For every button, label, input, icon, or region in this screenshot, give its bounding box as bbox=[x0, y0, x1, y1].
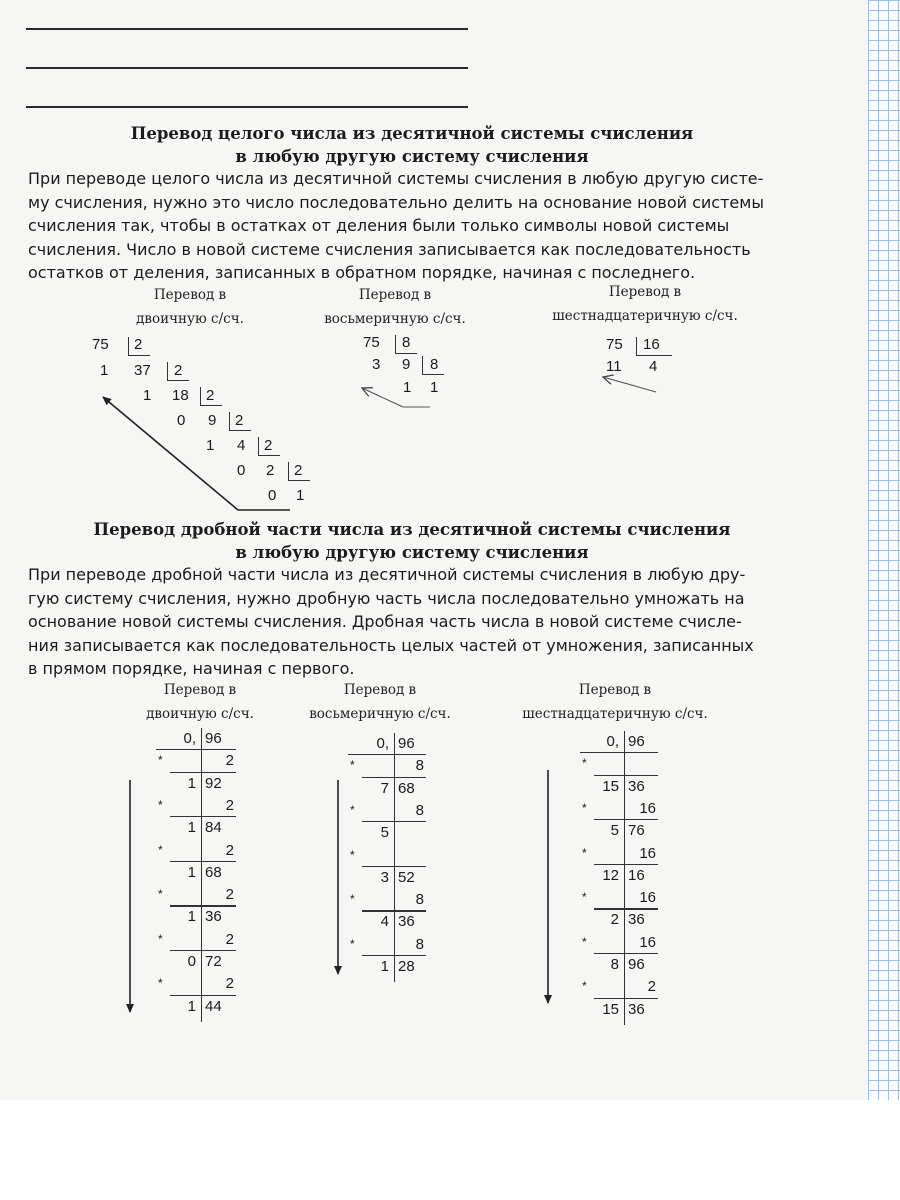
dividend: 9 bbox=[208, 412, 217, 429]
heading-line: в любую другую систему счисления bbox=[235, 543, 589, 562]
heading-line: Перевод дробной части числа из десятичной системы счисления bbox=[93, 520, 731, 539]
multiply-sign: * bbox=[350, 802, 355, 817]
multiply-sign: * bbox=[158, 753, 163, 768]
multiply-sign: * bbox=[350, 847, 355, 862]
paragraph-line: счисления так, чтобы в остатках от деления были только символы новой системы bbox=[28, 216, 730, 235]
fraction-part: 68 bbox=[398, 779, 415, 797]
paragraph-line: счисления. Число в новой системе счисления записывается как последовательность bbox=[28, 239, 751, 259]
fraction-part: 44 bbox=[205, 997, 222, 1015]
multiplier: 2 bbox=[225, 841, 234, 859]
binary-reverse-arrow bbox=[103, 397, 290, 510]
caption-line: восьмеричную с/сч. bbox=[324, 311, 466, 327]
fraction-part: 16 bbox=[628, 866, 645, 884]
multiplier: 2 bbox=[225, 975, 234, 993]
multiply-sign: * bbox=[582, 756, 587, 771]
fraction-part: 36 bbox=[398, 913, 415, 931]
integer-part: 0, bbox=[376, 735, 389, 752]
remainder: 0 bbox=[268, 487, 277, 504]
remainder: 1 bbox=[143, 387, 152, 404]
divisor: 8 bbox=[430, 356, 439, 373]
remainder: 1 bbox=[296, 487, 305, 504]
quotient: 1 bbox=[430, 379, 439, 396]
caption-line: Перевод в bbox=[578, 682, 652, 698]
fraction-part: 96 bbox=[628, 733, 645, 750]
remainder: 1 bbox=[403, 379, 412, 396]
integer-part: 1 bbox=[187, 774, 196, 792]
dividend: 18 bbox=[172, 387, 189, 404]
multiply-sign: * bbox=[350, 758, 355, 773]
fraction-part: 84 bbox=[205, 819, 222, 837]
dividend: 75 bbox=[363, 334, 380, 351]
paragraph-line: гую систему счисления, нужно дробную часть числа последовательно умножать на bbox=[28, 588, 745, 608]
fraction-part: 36 bbox=[628, 1000, 645, 1018]
multiply-sign: * bbox=[582, 890, 587, 905]
multiplier: 16 bbox=[639, 799, 656, 817]
quotient: 9 bbox=[402, 356, 411, 373]
fraction-part: 72 bbox=[205, 953, 222, 970]
multiplier: 16 bbox=[639, 933, 656, 951]
remainder: 3 bbox=[372, 356, 381, 373]
integer-part: 5 bbox=[380, 824, 389, 842]
hex-reverse-arrow bbox=[603, 377, 656, 392]
integer-part: 12 bbox=[602, 866, 619, 884]
dividend: 2 bbox=[266, 462, 275, 479]
fraction-part: 28 bbox=[398, 958, 415, 975]
integer-part: 1 bbox=[187, 863, 196, 881]
integer-part: 0, bbox=[606, 733, 619, 750]
integer-part: 0 bbox=[187, 953, 196, 970]
multiply-sign: * bbox=[582, 979, 587, 994]
multiplier: 8 bbox=[415, 801, 424, 819]
dividend: 75 bbox=[606, 336, 623, 353]
multiply-sign: * bbox=[158, 887, 163, 902]
integer-part: 1 bbox=[187, 819, 196, 837]
caption-line: шестнадцатеричную с/сч. bbox=[522, 706, 708, 722]
remainder: 1 bbox=[206, 437, 215, 454]
fraction-part: 96 bbox=[628, 956, 645, 973]
multiply-sign: * bbox=[350, 936, 355, 951]
caption-line: Перевод в bbox=[163, 682, 237, 698]
integer-part: 2 bbox=[610, 911, 619, 929]
integer-part: 15 bbox=[602, 1000, 619, 1018]
multiplier: 2 bbox=[647, 978, 656, 996]
dividend: 37 bbox=[134, 362, 151, 379]
caption-line: двоичную с/сч. bbox=[136, 311, 244, 327]
divisor: 2 bbox=[206, 387, 215, 404]
multiplier: 8 bbox=[415, 757, 424, 775]
multiply-sign: * bbox=[582, 845, 587, 860]
divisor: 8 bbox=[402, 334, 411, 351]
multiplier: 8 bbox=[415, 935, 424, 953]
multiplier: 8 bbox=[415, 891, 424, 909]
integer-part: 15 bbox=[602, 777, 619, 795]
multiplier: 16 bbox=[639, 844, 656, 862]
heading-line: Перевод целого числа из десятичной системы счисления bbox=[130, 124, 694, 143]
paragraph-line: в прямом порядке, начиная с первого. bbox=[28, 659, 355, 678]
remainder: 11 bbox=[606, 358, 622, 375]
multiplier: 2 bbox=[225, 930, 234, 948]
integer-part: 7 bbox=[380, 779, 389, 797]
multiplier: 2 bbox=[225, 752, 234, 770]
multiply-sign: * bbox=[158, 931, 163, 946]
multiply-sign: * bbox=[350, 892, 355, 907]
caption-line: двоичную с/сч. bbox=[146, 706, 254, 722]
integer-part: 1 bbox=[380, 958, 389, 975]
paragraph-line: При переводе дробной части числа из десятичной системы счисления в любую дру- bbox=[28, 565, 746, 584]
fraction-part: 96 bbox=[205, 730, 222, 747]
caption-line: шестнадцатеричную с/сч. bbox=[552, 308, 738, 324]
remainder: 0 bbox=[177, 412, 186, 429]
fraction-part: 36 bbox=[628, 911, 645, 929]
paragraph-line: основание новой системы счисления. Дробная часть числа в новой системе счисле- bbox=[28, 612, 742, 631]
quotient: 4 bbox=[649, 358, 658, 375]
paragraph-line: му счисления, нужно это число последовательно делить на основание новой системы bbox=[28, 192, 764, 212]
octal-reverse-arrow bbox=[362, 388, 430, 407]
remainder: 0 bbox=[237, 462, 246, 479]
integer-part: 8 bbox=[610, 956, 619, 973]
divisor: 16 bbox=[643, 336, 660, 353]
divisor: 2 bbox=[235, 412, 244, 429]
caption-line: Перевод в bbox=[153, 287, 227, 303]
fraction-part: 36 bbox=[205, 908, 222, 926]
paragraph-line: ния записывается как последовательность целых частей от умножения, записанных bbox=[28, 635, 754, 655]
multiplier: 16 bbox=[639, 889, 656, 907]
caption-line: восьмеричную с/сч. bbox=[309, 706, 451, 722]
divisor: 2 bbox=[264, 437, 273, 454]
caption-line: Перевод в bbox=[343, 682, 417, 698]
integer-part: 4 bbox=[380, 913, 389, 931]
multiply-sign: * bbox=[582, 800, 587, 815]
multiply-sign: * bbox=[158, 976, 163, 991]
fraction-part: 76 bbox=[628, 822, 645, 840]
multiplier: 2 bbox=[225, 886, 234, 904]
fraction-part: 52 bbox=[398, 868, 415, 886]
fraction-part: 68 bbox=[205, 863, 222, 881]
fraction-part: 96 bbox=[398, 735, 415, 752]
fraction-part: 92 bbox=[205, 774, 222, 792]
integer-part: 1 bbox=[187, 997, 196, 1015]
paragraph-line: При переводе целого числа из десятичной системы счисления в любую другую систе- bbox=[28, 169, 764, 188]
divisor: 2 bbox=[134, 336, 143, 353]
integer-part: 0, bbox=[183, 730, 196, 747]
integer-part: 5 bbox=[610, 822, 619, 840]
integer-part: 1 bbox=[187, 908, 196, 926]
dividend: 75 bbox=[92, 336, 109, 353]
dividend: 4 bbox=[237, 437, 246, 454]
caption-line: Перевод в bbox=[358, 287, 432, 303]
multiply-sign: * bbox=[158, 797, 163, 812]
caption-line: Перевод в bbox=[608, 284, 682, 300]
fraction-part: 36 bbox=[628, 777, 645, 795]
multiplier: 2 bbox=[225, 796, 234, 814]
multiply-sign: * bbox=[158, 842, 163, 857]
heading-line: в любую другую систему счисления bbox=[235, 147, 589, 166]
paragraph-line: остатков от деления, записанных в обратном порядке, начиная с последнего. bbox=[28, 263, 696, 282]
remainder: 1 bbox=[100, 362, 109, 379]
multiply-sign: * bbox=[582, 934, 587, 949]
integer-part: 3 bbox=[380, 868, 389, 886]
divisor: 2 bbox=[294, 462, 303, 479]
divisor: 2 bbox=[174, 362, 183, 379]
